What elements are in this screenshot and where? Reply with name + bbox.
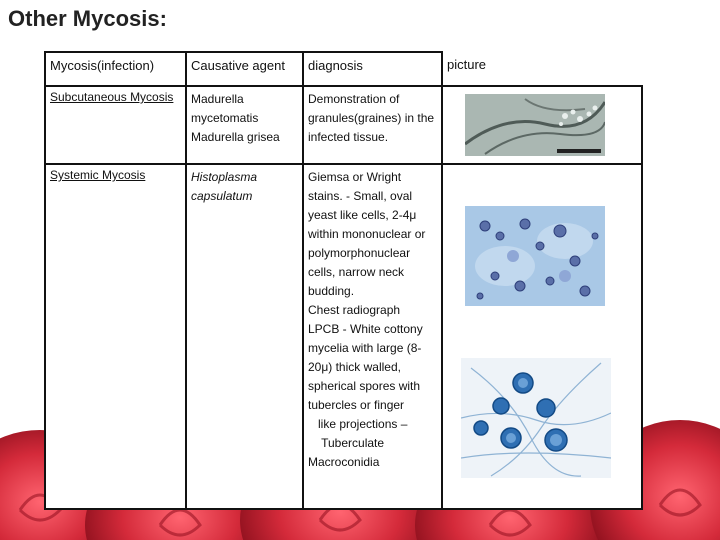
agent-line: Histoplasma bbox=[191, 170, 258, 184]
diagnosis-line: Chest radiograph bbox=[308, 303, 401, 317]
row-subcutaneous-diagnosis bbox=[303, 86, 442, 164]
table-header-row bbox=[45, 52, 642, 86]
infection-name: Subcutaneous Mycosis bbox=[50, 90, 174, 104]
diagnosis-line: Giemsa or Wright bbox=[308, 170, 402, 184]
diagnosis-line: polymorphonuclear bbox=[308, 246, 411, 260]
header-infection: Mycosis(infection) bbox=[45, 52, 186, 86]
row-systemic-picture bbox=[442, 164, 642, 509]
slide-title: Other Mycosis: bbox=[8, 6, 167, 31]
diagnosis-line: budding. bbox=[308, 284, 355, 298]
agent-line: mycetomatis bbox=[191, 111, 259, 125]
diagnosis-line: cells, narrow neck bbox=[308, 265, 405, 279]
row-subcutaneous-agent bbox=[186, 86, 303, 164]
row-subcutaneous-infection bbox=[45, 86, 186, 164]
header-agent: Causative agent bbox=[186, 52, 303, 86]
row-systemic-infection bbox=[45, 164, 186, 509]
agent-line: Madurella bbox=[191, 92, 244, 106]
agent-line: capsulatum bbox=[191, 189, 253, 203]
diagnosis-line: 20μ) thick walled, bbox=[308, 360, 401, 374]
diagnosis-line: tubercles or finger bbox=[308, 398, 405, 412]
diagnosis-line: granules(graines) in the bbox=[308, 111, 435, 125]
histoplasma-macroconidia-image bbox=[461, 358, 611, 478]
row-systemic-agent bbox=[186, 164, 303, 509]
diagnosis-line: like projections – bbox=[308, 417, 408, 431]
row-subcutaneous-picture bbox=[442, 86, 642, 164]
diagnosis-line: LPCB - White cottony bbox=[308, 322, 423, 336]
diagnosis-line: Macroconidia bbox=[308, 455, 380, 469]
diagnosis-line: yeast like cells, 2-4μ bbox=[308, 208, 417, 222]
header-picture: picture bbox=[442, 52, 642, 86]
infection-name: Systemic Mycosis bbox=[50, 168, 146, 182]
mycosis-table bbox=[44, 51, 643, 510]
diagnosis-line: spherical spores with bbox=[308, 379, 421, 393]
diagnosis-line: stains. - Small, oval bbox=[308, 189, 413, 203]
header-diagnosis: diagnosis bbox=[303, 52, 442, 86]
diagnosis-line: Demonstration of bbox=[308, 92, 400, 106]
diagnosis-line: within mononuclear or bbox=[308, 227, 426, 241]
table-row bbox=[45, 164, 642, 509]
diagnosis-line: infected tissue. bbox=[308, 130, 389, 144]
diagnosis-line: Tuberculate bbox=[308, 436, 385, 450]
row-systemic-diagnosis bbox=[303, 164, 442, 509]
agent-line: Madurella grisea bbox=[191, 130, 280, 144]
histoplasma-yeast-stain-image bbox=[465, 206, 605, 306]
madurella-microscopy-image bbox=[465, 94, 605, 156]
diagnosis-line: mycelia with large (8- bbox=[308, 341, 422, 355]
table-row bbox=[45, 86, 642, 164]
